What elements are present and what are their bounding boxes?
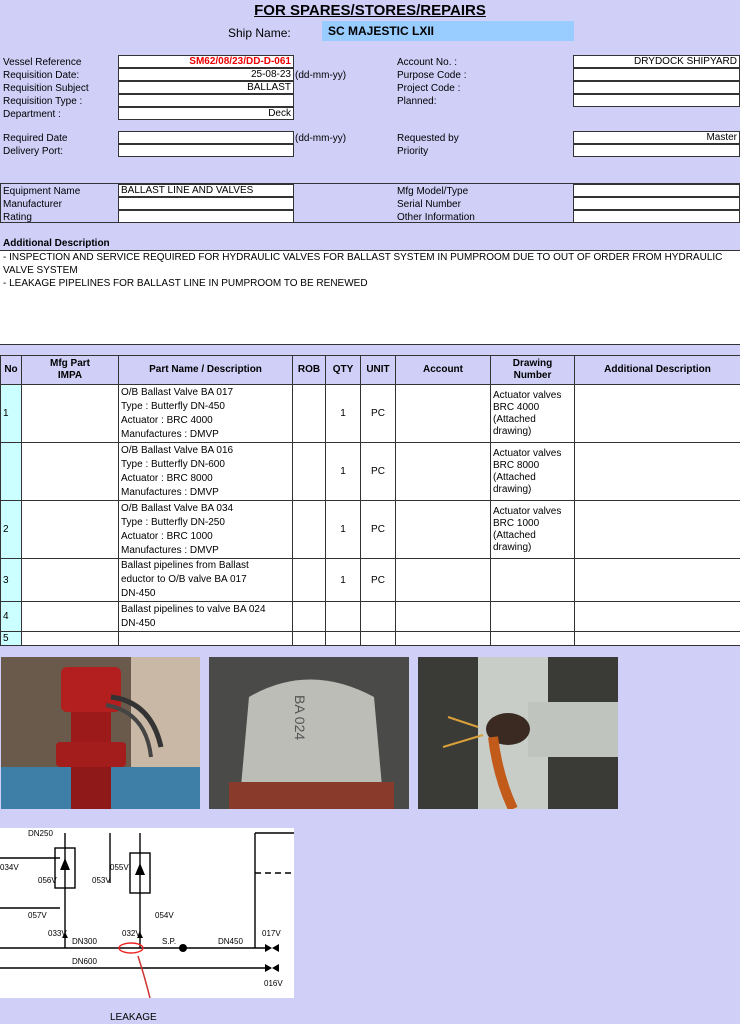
row-unit[interactable] [361,602,396,632]
row-qty[interactable]: 1 [326,559,361,602]
col-additional-description: Additional Description [575,356,740,385]
form-left-field[interactable] [118,94,294,107]
part-line: Type : Butterfly DN-600 [121,458,225,470]
row-additional-description[interactable] [575,501,740,559]
form-right-field[interactable] [573,81,740,94]
other-info-label: Other Information [397,212,475,223]
row-mfg-part[interactable] [22,602,119,632]
row-rob[interactable] [293,501,326,559]
diagram-label-016v: 016V [264,979,283,988]
diagram-label-dn450: DN450 [218,937,243,946]
ballast-piping-diagram [0,828,294,998]
row-part-description[interactable] [119,443,293,501]
table-row [1,602,740,632]
row-unit[interactable]: PC [361,443,396,501]
part-line: Manufactures : DMVP [121,544,219,556]
requested-by-field[interactable]: Master [573,131,740,144]
equipment-name-label: Equipment Name [3,186,81,197]
mfg-model-field[interactable] [573,184,740,197]
row-part-description[interactable] [119,632,293,646]
form-left-field[interactable]: SM62/08/23/DD-D-061 [118,55,294,68]
other-info-field[interactable] [573,210,740,223]
row-account[interactable] [396,443,491,501]
row-additional-description[interactable] [575,602,740,632]
table-row [1,501,740,559]
row-drawing-number[interactable] [491,559,575,602]
row-mfg-part[interactable] [22,559,119,602]
drawing-line: BRC 8000 [493,459,540,471]
ship-name-label: Ship Name: [228,26,291,40]
row-drawing-number[interactable] [491,443,575,501]
mfg-model-label: Mfg Model/Type [397,186,469,197]
form-right-label: Planned: [397,96,437,107]
diagram-label-057v: 057V [28,911,47,920]
form-left-field[interactable]: 25-08-23 [118,68,294,81]
diagram-label-032v: 032V [122,929,141,938]
col-rob: ROB [293,356,326,385]
date-format-hint: (dd-mm-yy) [295,70,347,81]
drawing-line: (Attached drawing) [493,529,536,553]
additional-description-box[interactable] [0,250,740,345]
form-right-label: Purpose Code : [397,70,467,81]
form-left-label: Department : [3,109,61,120]
diagram-label-dn250: DN250 [28,829,53,838]
diagram-label-dn600: DN600 [72,957,97,966]
part-line: O/B Ballast Valve BA 016 [121,444,234,456]
description-line-2: - LEAKAGE PIPELINES FOR BALLAST LINE IN PUMPROOM TO BE RENEWED [3,278,368,289]
row-no: 2 [1,501,22,559]
row-part-description[interactable] [119,559,293,602]
part-line: Ballast pipelines from Ballast [121,560,249,571]
drawing-line: Actuator valves [493,447,562,459]
form-right-label: Account No. : [397,57,458,68]
additional-description-heading: Additional Description [3,238,110,249]
row-rob[interactable] [293,443,326,501]
serial-number-label: Serial Number [397,199,461,210]
part-line: DN-450 [121,617,156,629]
required-date-format: (dd-mm-yy) [295,133,347,144]
part-line: Actuator : BRC 4000 [121,414,213,426]
row-unit[interactable]: PC [361,501,396,559]
row-account[interactable] [396,385,491,443]
row-drawing-number[interactable] [491,385,575,443]
priority-label: Priority [397,146,429,157]
row-no [1,443,22,501]
table-row [1,385,740,443]
row-additional-description[interactable] [575,632,740,646]
part-line: Type : Butterfly DN-250 [121,516,225,528]
ship-name-value[interactable]: SC MAJESTIC LXII [322,21,574,41]
row-account[interactable] [396,559,491,602]
row-rob[interactable] [293,559,326,602]
col-mfg-part: Mfg Part IMPA [22,356,119,385]
form-left-label: Vessel Reference [3,57,82,68]
diagram-label-034v: 034V [0,863,19,872]
col-drawing: Drawing Number [491,356,575,385]
drawing-line: (Attached drawing) [493,413,536,437]
row-unit[interactable]: PC [361,385,396,443]
row-part-description[interactable] [119,385,293,443]
drawing-line: BRC 4000 [493,401,540,413]
row-drawing-number[interactable] [491,602,575,632]
row-account[interactable] [396,632,491,646]
part-line: DN-450 [121,588,156,599]
diagram-label-056v: 056V [38,876,57,885]
pipeline-leakage-photo [418,657,618,809]
row-qty[interactable]: 1 [326,385,361,443]
row-mfg-part[interactable] [22,632,119,646]
delivery-port-field[interactable] [118,144,294,157]
rating-label: Rating [3,212,32,223]
priority-field[interactable] [573,144,740,157]
diagram-label-dn300: DN300 [72,937,97,946]
form-left-label: Requisition Type : [3,96,83,107]
row-rob[interactable] [293,385,326,443]
part-line: O/B Ballast Valve BA 017 [121,386,234,398]
row-no: 4 [1,602,22,632]
form-left-label: Requisition Date: [3,70,80,81]
row-rob[interactable] [293,632,326,646]
form-left-field[interactable]: Deck [118,107,294,120]
part-line: eductor to O/B valve BA 017 [121,574,247,585]
leakage-label: LEAKAGE [110,1012,157,1023]
diagram-label-017v: 017V [262,929,281,938]
serial-number-field[interactable] [573,197,740,210]
part-line: Actuator : BRC 1000 [121,530,213,542]
row-no: 3 [1,559,22,602]
form-left-field[interactable]: BALLAST [118,81,294,94]
col-no: No [1,356,22,385]
manufacturer-label: Manufacturer [3,199,62,210]
row-unit[interactable] [361,632,396,646]
col-qty: QTY [326,356,361,385]
required-date-field[interactable] [118,131,294,144]
row-additional-description[interactable] [575,385,740,443]
row-drawing-number[interactable] [491,501,575,559]
table-header-row [1,356,740,385]
parts-table [0,355,740,646]
valve-ba024-photo [209,657,409,809]
diagram-label-054v: 054V [155,911,174,920]
col-account: Account [396,356,491,385]
part-line: Type : Butterfly DN-450 [121,400,225,412]
row-part-description[interactable] [119,501,293,559]
part-line: Manufactures : DMVP [121,428,219,440]
row-qty[interactable]: 1 [326,501,361,559]
form-left-label: Requisition Subject [3,83,89,94]
row-qty[interactable] [326,602,361,632]
part-line: Ballast pipelines to valve BA 024 [121,603,266,615]
drawing-line: (Attached drawing) [493,471,536,495]
description-line-1: - INSPECTION AND SERVICE REQUIRED FOR HYDRAULIC VALVES FOR BALLAST SYSTEM IN PUMPROOM DUE TO OUT OF ORDER FROM HYDRAULIC VALVE SYSTEM [3,252,723,276]
row-rob[interactable] [293,602,326,632]
drawing-line: Actuator valves [493,505,562,517]
form-right-field[interactable] [573,94,740,107]
row-additional-description[interactable] [575,443,740,501]
row-no: 5 [1,632,22,646]
diagram-label-055v: 055V [110,863,129,872]
table-row [1,559,740,602]
page-title: FOR SPARES/STORES/REPAIRS [254,2,486,19]
equipment-name-field[interactable]: BALLAST LINE AND VALVES [118,184,294,197]
row-unit[interactable]: PC [361,559,396,602]
part-line: Actuator : BRC 8000 [121,472,213,484]
row-part-description[interactable] [119,602,293,632]
row-qty[interactable] [326,632,361,646]
form-right-field[interactable]: DRYDOCK SHIPYARD [573,55,740,68]
form-right-label: Project Code : [397,83,461,94]
row-account[interactable] [396,602,491,632]
requested-by-label: Requested by [397,133,459,144]
form-right-field[interactable] [573,68,740,81]
table-row [1,443,740,501]
rating-field[interactable] [118,210,294,223]
row-additional-description[interactable] [575,559,740,602]
drawing-line: BRC 1000 [493,517,540,529]
row-qty[interactable]: 1 [326,443,361,501]
required-date-label: Required Date [3,133,68,144]
actuator-valve-photo [1,657,200,809]
row-no: 1 [1,385,22,443]
table-row [1,632,740,646]
col-part-name: Part Name / Description [119,356,293,385]
manufacturer-field[interactable] [118,197,294,210]
row-account[interactable] [396,501,491,559]
row-mfg-part[interactable] [22,443,119,501]
part-line: O/B Ballast Valve BA 034 [121,502,234,514]
row-drawing-number[interactable] [491,632,575,646]
part-line: Manufactures : DMVP [121,486,219,498]
ba024-photo-label: BA 024 [292,695,308,741]
row-mfg-part[interactable] [22,501,119,559]
delivery-port-label: Delivery Port: [3,146,64,157]
diagram-label-sp: S.P. [162,937,177,946]
col-unit: UNIT [361,356,396,385]
row-mfg-part[interactable] [22,385,119,443]
drawing-line: Actuator valves [493,389,562,401]
diagram-label-033v: 033V [48,929,67,938]
diagram-label-053v: 053V [92,876,111,885]
